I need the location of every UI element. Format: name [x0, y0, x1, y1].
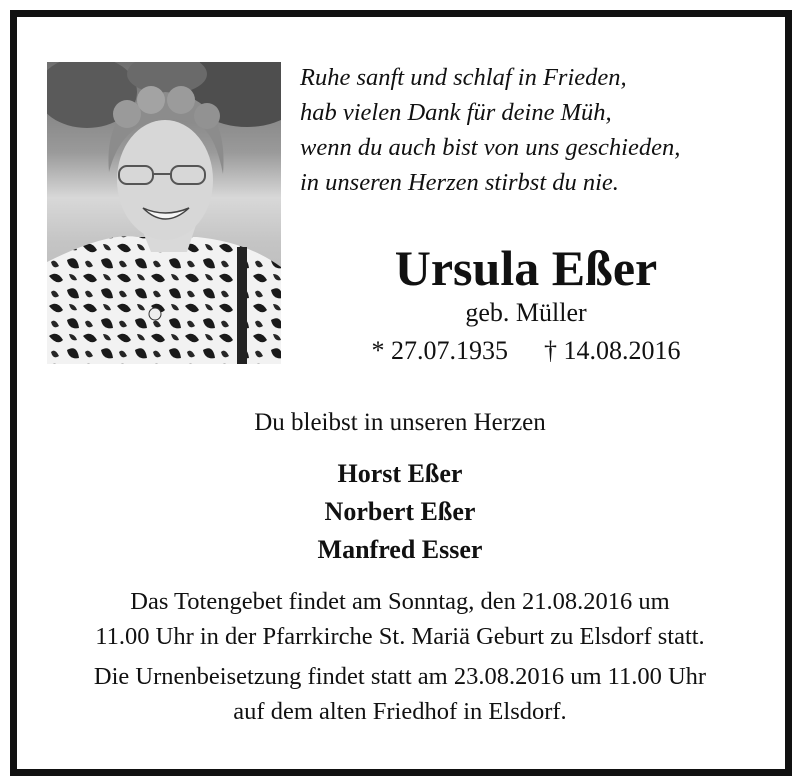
birth-name: geb. Müller — [465, 298, 587, 327]
mourner-name: Manfred Esser — [317, 535, 483, 564]
death-date: † 14.08.2016 — [544, 336, 681, 365]
memorial-poem — [300, 60, 770, 200]
birth-date: * 27.07.1935 — [371, 336, 508, 365]
poem-line: in unseren Herzen stirbst du nie. — [300, 169, 619, 196]
poem-line: hab vielen Dank für deine Müh, — [300, 99, 612, 126]
burial-text: auf dem alten Friedhof in Elsdorf. — [233, 698, 567, 725]
mourner-name: Horst Eßer — [337, 459, 463, 488]
portrait-photo — [47, 62, 281, 364]
burial-text: Die Urnenbeisetzung findet statt am 23.08.2016 um 11.00 Uhr — [93, 663, 707, 690]
prayer-service-text: 11.00 Uhr in der Pfarrkirche St. Mariä Geburt zu Elsdorf statt. — [95, 623, 705, 650]
mourner-name: Norbert Eßer — [324, 497, 476, 526]
prayer-service-text: Das Totengebet findet am Sonntag, den 21.08.2016 um — [130, 588, 670, 615]
poem-line: wenn du auch bist von uns geschieden, — [300, 134, 681, 161]
poem-line: Ruhe sanft und schlaf in Frieden, — [300, 64, 627, 91]
motto: Du bleibst in unseren Herzen — [254, 409, 546, 436]
life-dates — [300, 334, 752, 368]
deceased-name: Ursula Eßer — [394, 240, 658, 296]
